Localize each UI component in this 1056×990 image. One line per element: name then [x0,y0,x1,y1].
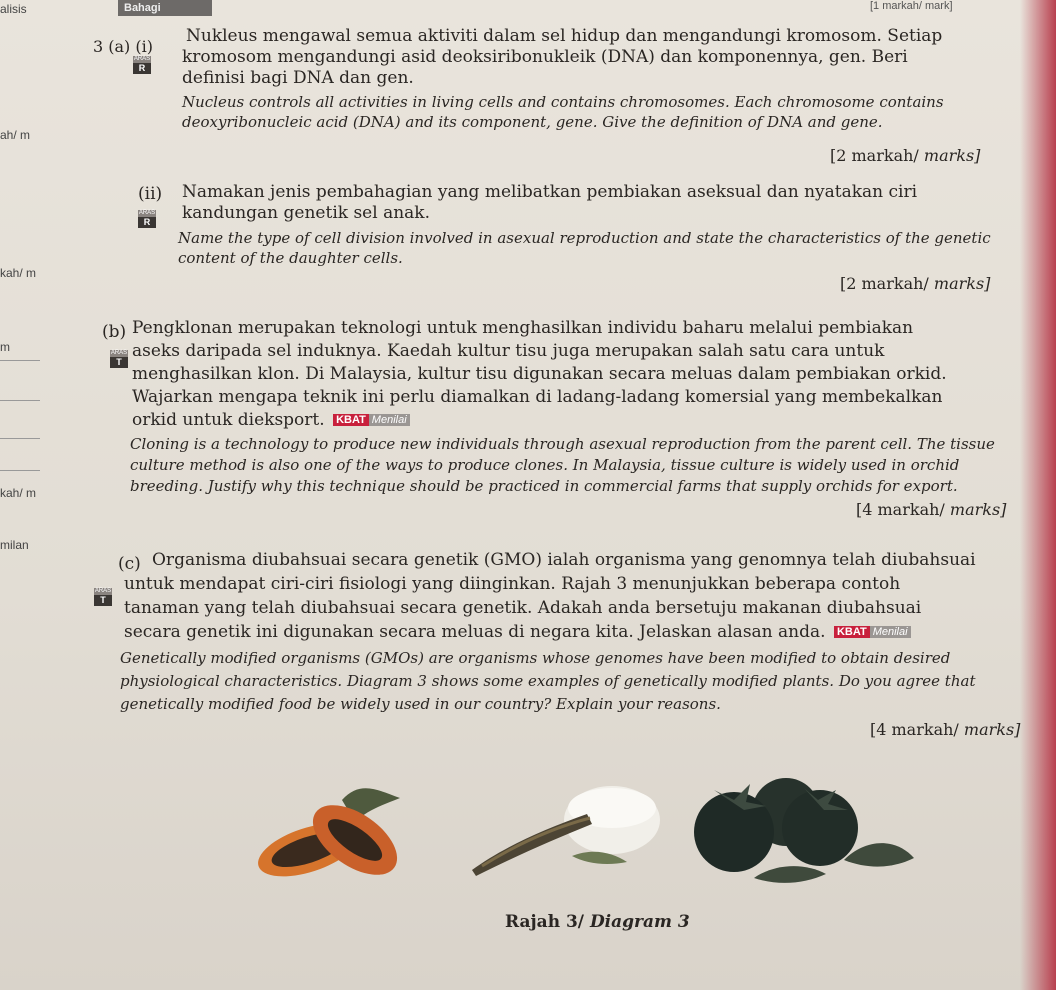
aras-badge-t: ARAS T [94,588,112,605]
margin-note: ah/ m [0,128,31,142]
rice-image [462,778,672,878]
tomato-leaf [754,866,826,883]
q3c-malay-line: tanaman yang telah diubahsuai secara genetik. Adakah anda bersetuju makanan diubahsuai [124,598,922,618]
aras-badge-r: ARAS R [138,210,156,227]
q3ai-marks: [2 markah/ marks] [830,146,981,165]
q3ai-english-line: deoxyribonucleic acid (DNA) and its component, gene. Give the definition of DNA and gene. [182,113,883,131]
tomato-leaf [844,843,914,866]
section-tab: Bahagi [118,0,212,16]
q3b-malay-line: menghasilkan klon. Di Malaysia, kultur tisu digunakan secara meluas dalam pembiakan orkid. [132,364,947,384]
margin-rule [0,438,40,439]
q3b-malay-line: orkid untuk dieksport. KBAT Menilai [132,410,413,431]
margin-note: m [0,340,10,354]
margin-rule [0,400,40,401]
q3c-malay-line: untuk mendapat ciri-ciri fisiologi yang diinginkan. Rajah 3 menunjukkan beberapa contoh [124,574,901,594]
margin-note: kah/ m [0,266,37,280]
q3c-english-line: physiological characteristics. Diagram 3 shows some examples of genetically modified plants. Do you agree that [120,672,976,690]
header-marks: [1 markah/ mark] [870,0,953,12]
aras-badge-t: ARAS T [110,350,128,367]
aras-badge-r: ARAS R [133,56,151,73]
kbat-tag: KBAT Menilai [330,413,413,428]
q3c-english-line: genetically modified food be widely used in our country? Explain your reasons. [120,695,721,713]
q3c-malay-line: Organisma diubahsuai secara genetik (GMO) ialah organisma yang genomnya telah diubahsuai [152,550,976,570]
q3aii-malay-line: kandungan genetik sel anak. [182,203,431,223]
margin-note: kah/ m [0,486,37,500]
q3ai-malay-line: definisi bagi DNA dan gen. [182,68,414,88]
margin-rule [0,360,40,361]
q3b-english-line: Cloning is a technology to produce new individuals through asexual reproduction from the parent cell. The tissue [130,435,995,453]
question-number: 3 (a) (i) [93,37,153,56]
q3c-marks: [4 markah/ marks] [870,720,1021,739]
q3b-malay-line: Wajarkan mengapa teknik ini perlu diamalkan di ladang-ladang komersial yang membekalkan [132,387,943,407]
q3aii-english-line: content of the daughter cells. [178,249,403,267]
q3ai-malay-line: Nukleus mengawal semua aktiviti dalam sel hidup dan mengandungi kromosom. Setiap [186,26,943,46]
tomato-left [694,792,774,872]
kbat-tag: KBAT Menilai [831,625,914,640]
q3b-label: (b) [102,322,127,342]
q3ai-english-line: Nucleus controls all activities in living cells and contains chromosomes. Each chromosome contains [182,93,944,111]
q3c-malay-line: secara genetik ini digunakan secara meluas di negara kita. Jelaskan alasan anda. KBAT Menilai [124,622,914,643]
q3aii-label: (ii) [138,184,163,204]
diagram-caption: Rajah 3/ Diagram 3 [505,912,690,932]
q3b-english-line: breeding. Justify why this technique should be practiced in commercial farms that supply orchids for export. [130,477,958,495]
margin-note: milan [0,538,29,552]
tomato-image [694,770,916,890]
q3aii-malay-line: Namakan jenis pembahagian yang melibatkan pembiakan aseksual dan nyatakan ciri [182,182,918,202]
margin-note: alisis [0,2,27,16]
margin-rule [0,470,40,471]
q3b-marks: [4 markah/ marks] [856,500,1007,519]
page-edge-shadow [1020,0,1056,990]
q3aii-marks: [2 markah/ marks] [840,274,991,293]
q3b-malay-line: Pengklonan merupakan teknologi untuk menghasilkan individu baharu melalui pembiakan [132,318,914,338]
q3aii-english-line: Name the type of cell division involved in asexual reproduction and state the characteristics of the genetic [178,229,991,247]
q3b-malay-line: aseks daripada sel induknya. Kaedah kultur tisu juga merupakan salah satu cara untuk [132,341,885,361]
papaya-image [250,780,410,890]
q3c-label: (c) [118,554,141,574]
q3ai-malay-line: kromosom mengandungi asid deoksiribonukleik (DNA) dan komponennya, gen. Beri [182,47,908,67]
q3c-english-line: Genetically modified organisms (GMOs) are organisms whose genomes have been modified to obtain desired [120,649,951,667]
q3b-english-line: culture method is also one of the ways to produce clones. In Malaysia, tissue culture is widely used in orchid [130,456,960,474]
